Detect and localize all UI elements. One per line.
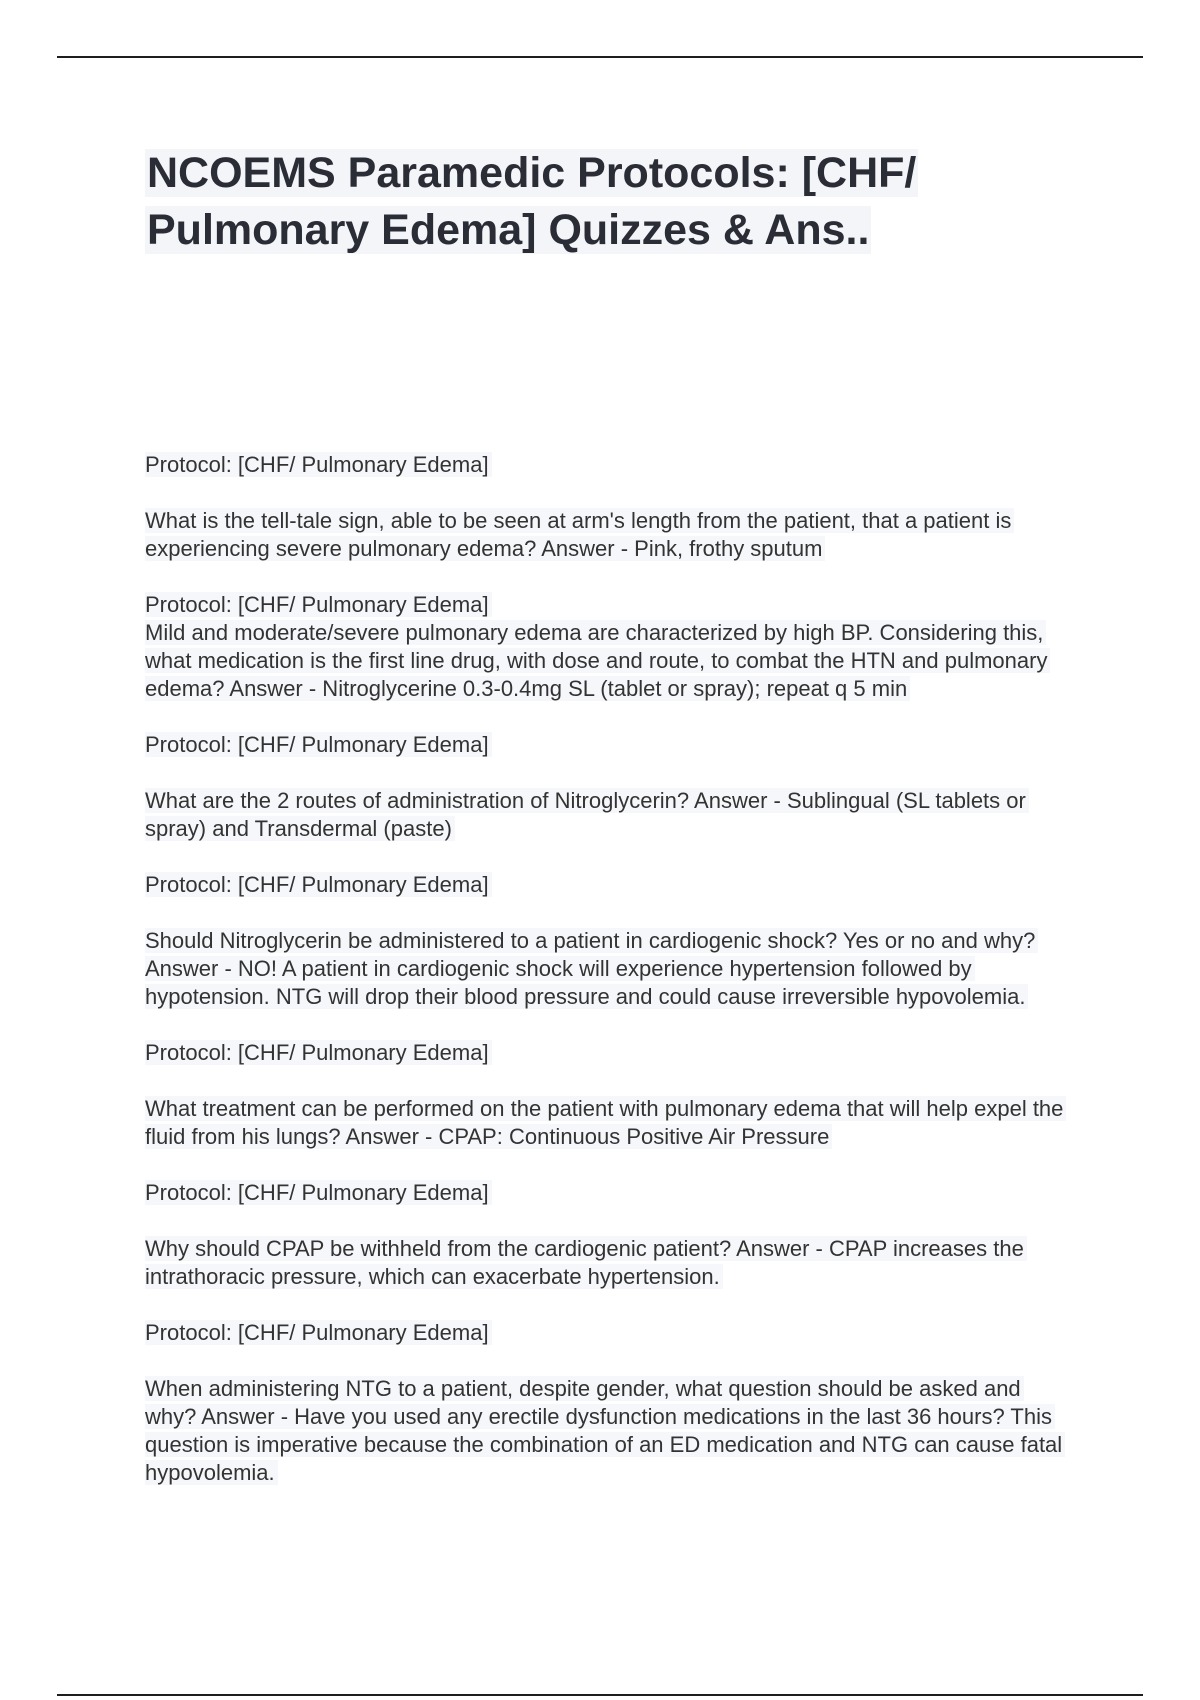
protocol-label: Protocol: [CHF/ Pulmonary Edema] [145,591,1065,619]
protocol-label: Protocol: [CHF/ Pulmonary Edema] [145,1319,1065,1347]
bottom-rule [57,1694,1143,1696]
question-answer: What is the tell-tale sign, able to be seen at arm's length from the patient, that a patient is experiencing severe pulmonary edema? Answer - Pink, frothy sputum [145,507,1065,563]
title-block [145,145,1053,259]
question-answer: What treatment can be performed on the patient with pulmonary edema that will help expel the fluid from his lungs? Answer - CPAP: Continuous Positive Air Pressure [145,1095,1065,1151]
page-title: NCOEMS Paramedic Protocols: [CHF/ Pulmonary Edema] Quizzes & Ans.. [147,149,917,254]
protocol-label: Protocol: [CHF/ Pulmonary Edema] [145,451,1065,479]
question-answer: What are the 2 routes of administration of Nitroglycerin? Answer - Sublingual (SL tablets or spray) and Transdermal (paste) [145,787,1065,843]
protocol-label: Protocol: [CHF/ Pulmonary Edema] [145,1039,1065,1067]
protocol-label: Protocol: [CHF/ Pulmonary Edema] [145,1179,1065,1207]
question-answer: Why should CPAP be withheld from the cardiogenic patient? Answer - CPAP increases the intrathoracic pressure, which can exacerbate hypertension. [145,1235,1065,1291]
protocol-label: Protocol: [CHF/ Pulmonary Edema] [145,871,1065,899]
protocol-label: Protocol: [CHF/ Pulmonary Edema] [145,731,1065,759]
question-answer: When administering NTG to a patient, despite gender, what question should be asked and why? Answer - Have you used any erectile dysfunction medications in the last 36 hours? This question is imperative because the combination of an ED medication and NTG can cause fatal hypovolemia. [145,1375,1065,1487]
question-answer: Mild and moderate/severe pulmonary edema are characterized by high BP. Considering this, what medication is the first line drug, with dose and route, to combat the HTN and pulmonary edema? Answer - Nitroglycerine 0.3-0.4mg SL (tablet or spray); repeat q 5 min [145,619,1065,703]
question-answer: Should Nitroglycerin be administered to a patient in cardiogenic shock? Yes or no and why? Answer - NO! A patient in cardiogenic shock will experience hypertension followed by hypotension. NTG will drop their blood pressure and could cause irreversible hypovolemia. [145,927,1065,1011]
top-rule [57,56,1143,58]
document-body [145,451,1065,1487]
